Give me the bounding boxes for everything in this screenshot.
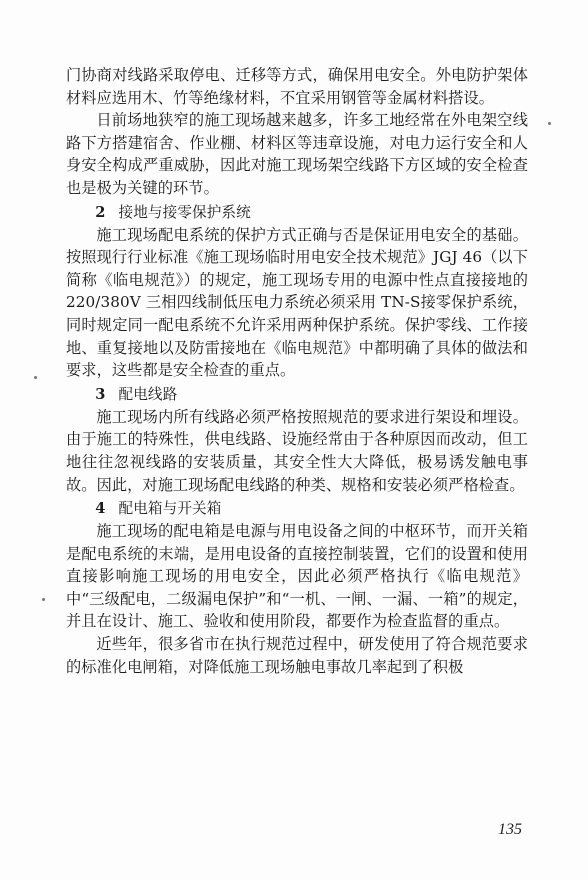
- scan-speck: [42, 598, 45, 601]
- section-heading-3: [66, 383, 528, 406]
- section-number: 4: [95, 500, 106, 518]
- paragraph-grounding: 施工现场配电系统的保护方式正确与否是保证用电安全的基础。按照现行行业标准《施工现场临时用电安全技术规范》JGJ 46（以下简称《临电规范》）的规定，施工现场专用的电源中性点直接接地的220/380V 三相四线制低压电力系统必须采用 TN-S接零保护系统，同时规定同一配电系统不允许采用两种保护系统。保护零线、工作接地、重复接地以及防雷接地在《临电规范》中都明确了具体的做法和要求，这些都是安全检查的重点。: [66, 225, 528, 380]
- section-number: 2: [95, 203, 106, 221]
- scan-speck: [548, 122, 551, 125]
- paragraph-site-space: 日前场地狭窄的施工现场越来越多，许多工地经常在外电架空线路下方搭建宿舍、作业棚、材料区等违章设施，对电力运行安全和人身安全构成严重威胁，因此对施工现场架空线路下方区域的安全检查也是极为关键的环节。: [66, 111, 528, 197]
- body-text: [66, 64, 528, 678]
- paragraph-continued: 门协商对线路采取停电、迁移等方式，确保用电安全。外电防护架体材料应选用木、竹等绝缘材料，不宜采用钢管等金属材料搭设。: [66, 66, 528, 107]
- scan-speck: [34, 376, 37, 379]
- paragraph-wiring: 施工现场内所有线路必须严格按照规范的要求进行架设和埋设。由于施工的特殊性，供电线路、设施经常由于各种原因而改动，但工地往往忽视线路的安装质量，其安全性大大降低，极易诱发触电事故。因此，对施工现场配电线路的种类、规格和安装必须严格检查。: [66, 407, 528, 494]
- section-title: 接地与接零保护系统: [118, 203, 251, 221]
- paragraph-distribution-box: 施工现场的配电箱是电源与用电设备之间的中枢环节，而开关箱是配电系统的末端，是用电设备的直接控制装置，它们的设置和使用直接影响施工现场的用电安全，因此必须严格执行《临电规范》中“三级配电，二级漏电保护”和“一机、一闸、一漏、一箱”的规定，并且在设计、施工、验收和使用阶段，都要作为检查监督的重点。: [66, 522, 528, 631]
- section-heading-4: [66, 497, 528, 520]
- page-number: 135: [498, 821, 522, 838]
- section-number: 3: [95, 385, 106, 403]
- paragraph-standardized-box: 近些年，很多省市在执行规范过程中，研发使用了符合规范要求的标准化电闸箱，对降低施工现场触电事故几率起到了积极: [66, 635, 528, 676]
- section-title: 配电线路: [118, 385, 178, 403]
- section-heading-2: [66, 201, 528, 224]
- section-title: 配电箱与开关箱: [118, 500, 222, 518]
